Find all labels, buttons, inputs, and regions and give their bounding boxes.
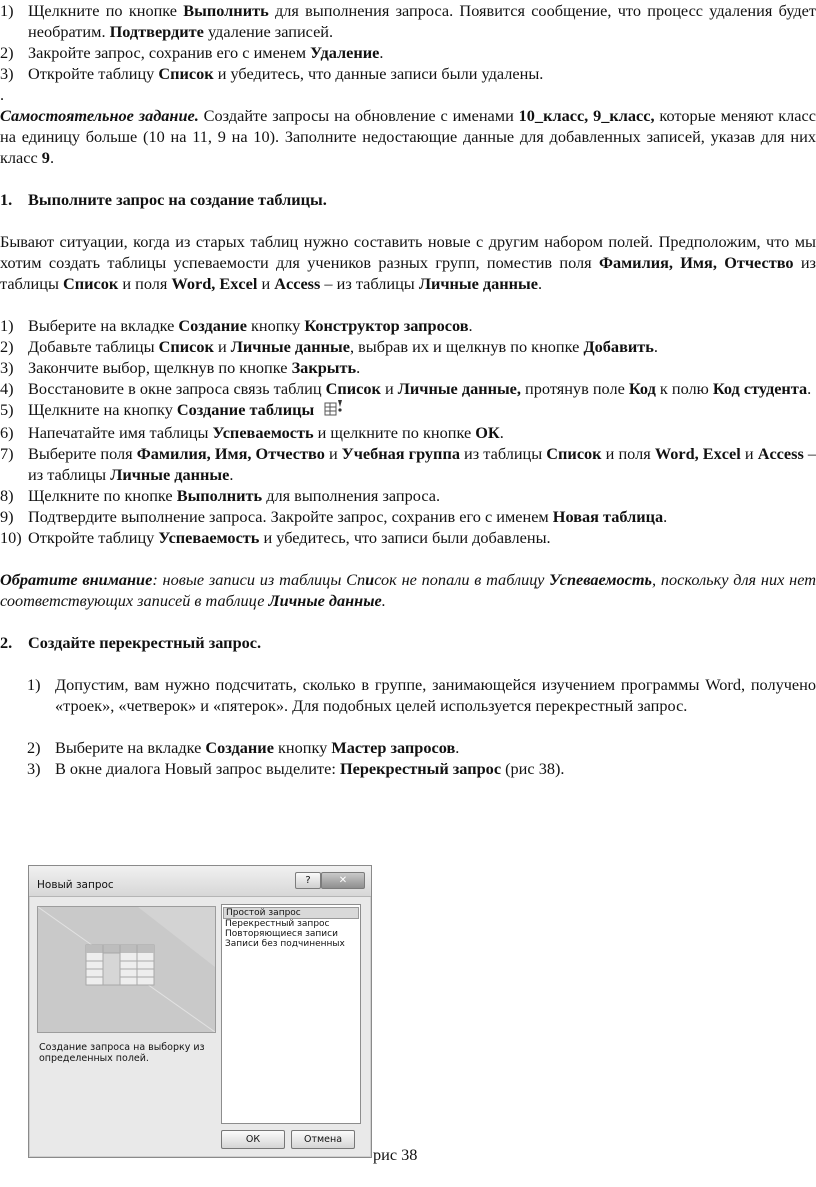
- query-type-option[interactable]: Записи без подчиненных: [225, 939, 345, 949]
- section-2-heading: [0, 632, 816, 653]
- query-type-list[interactable]: [221, 904, 361, 1124]
- top-steps: [0, 0, 816, 84]
- step-number: 3): [0, 358, 14, 377]
- query-type-option[interactable]: Перекрестный запрос: [225, 919, 330, 929]
- step-number: 6): [0, 423, 14, 442]
- step-number: 5): [0, 400, 14, 419]
- step-number: 4): [0, 379, 14, 398]
- step-7: 7) Выберите поля Фамилия, Имя, Отчество и Учебная группа из таблицы Список и поля Word, Excel и Access – из таблицы Личные данные.: [0, 444, 816, 484]
- help-button[interactable]: ?: [295, 872, 321, 889]
- step-number: 10): [0, 528, 22, 547]
- section-2-title: Создайте перекрестный запрос.: [28, 633, 262, 652]
- ok-button[interactable]: ОК: [221, 1130, 285, 1149]
- steps-2: [0, 674, 816, 779]
- step-number: 1): [27, 675, 41, 694]
- crosstab-step-3: 3) В окне диалога Новый запрос выделите: Перекрестный запрос (рис 38).: [27, 759, 565, 778]
- crosstab-step-1: 1) Допустим, вам нужно подсчитать, сколько в группе, занимающейся изучением программы Word, получено «троек», «четверок» и «пятерок». Для подобных целей используется перекрестный запрос.: [27, 675, 816, 715]
- step-number: 7): [0, 444, 14, 463]
- step-1: 1) Выберите на вкладке Создание кнопку Конструктор запросов.: [0, 316, 473, 335]
- dialog-title: Новый запрос: [37, 879, 114, 891]
- step-4: 4) Восстановите в окне запроса связь таблиц Список и Личные данные, протянув поле Код к полю Код студента.: [0, 379, 812, 398]
- step-number: 3): [27, 759, 41, 778]
- cancel-button[interactable]: Отмена: [291, 1130, 355, 1149]
- crosstab-step-2: 2) Выберите на вкладке Создание кнопку Мастер запросов.: [27, 738, 460, 757]
- section-1-title: Выполните запрос на создание таблицы.: [28, 190, 327, 209]
- query-preview-image: [37, 906, 216, 1033]
- step-6: 6) Напечатайте имя таблицы Успеваемость и щелкните по кнопке ОК.: [0, 423, 504, 442]
- section-2-number: 2.: [0, 633, 13, 652]
- top-step-3: 3) Откройте таблицу Список и убедитесь, что данные записи были удалены.: [0, 64, 544, 83]
- step-number: 2): [0, 337, 14, 356]
- step-3: 3) Закончите выбор, щелкнув по кнопке Закрыть.: [0, 358, 361, 377]
- new-query-dialog: [28, 865, 372, 1158]
- top-step-2: 2) Закройте запрос, сохранив его с именем Удаление.: [0, 43, 384, 62]
- step-number: 2): [27, 738, 41, 757]
- intro-paragraph: Бывают ситуации, когда из старых таблиц нужно составить новые с другим набором полей. Предположим, что мы хотим создать таблицы успеваемости для учеников разных групп, поместив поля Фамилия, Имя, Отчество из таблицы Список и поля Word, Excel и Access – из таблицы Личные данные.: [0, 232, 816, 293]
- step-number: 1): [0, 1, 14, 20]
- step-2: 2) Добавьте таблицы Список и Личные данные, выбрав их и щелкнув по кнопке Добавить.: [0, 337, 658, 356]
- query-type-option[interactable]: Простой запрос: [223, 907, 359, 919]
- section-1-number: 1.: [0, 190, 13, 209]
- close-button[interactable]: ✕: [321, 872, 365, 889]
- dialog-title-bar: [29, 866, 371, 897]
- figure-caption: рис 38: [373, 1145, 418, 1164]
- preview-table-graphic: [38, 907, 215, 1032]
- step-9: 9) Подтвердите выполнение запроса. Закройте запрос, сохранив его с именем Новая таблица.: [0, 507, 668, 526]
- option-description: Создание запроса на выборку из определенных полей.: [39, 1042, 205, 1064]
- steps-1: [0, 315, 816, 548]
- query-type-option[interactable]: Повторяющиеся записи: [225, 929, 338, 939]
- self-task-paragraph: Самостоятельное задание. Создайте запросы на обновление с именами 10_класс, 9_класс, которые меняют класс на единицу больше (10 на 11, 9 на 10). Заполните недостающие данные для добавленных записей, указав для них класс 9.: [0, 106, 816, 167]
- step-8: 8) Щелкните по кнопке Выполнить для выполнения запроса.: [0, 486, 441, 505]
- step-number: 2): [0, 43, 14, 62]
- note-paragraph: Обратите внимание: новые записи из таблицы Список не попали в таблицу Успеваемость, поскольку для них нет соответствующих записей в таблице Личные данные.: [0, 570, 816, 610]
- section-1-heading: [0, 189, 816, 210]
- step-number: 3): [0, 64, 14, 83]
- step-number: 1): [0, 316, 14, 335]
- dot-line: .: [0, 85, 5, 104]
- top-step-1: 1) Щелкните по кнопке Выполнить для выполнения запроса. Появится сообщение, что процесс удаления будет необратим. Подтвердите удаление записей.: [0, 1, 816, 41]
- make-table-icon: [324, 399, 344, 422]
- step-5: 5) Щелкните на кнопку Создание таблицы: [0, 399, 816, 422]
- step-number: 9): [0, 507, 14, 526]
- step-number: 8): [0, 486, 14, 505]
- step-10: 10) Откройте таблицу Успеваемость и убедитесь, что записи были добавлены.: [0, 528, 551, 547]
